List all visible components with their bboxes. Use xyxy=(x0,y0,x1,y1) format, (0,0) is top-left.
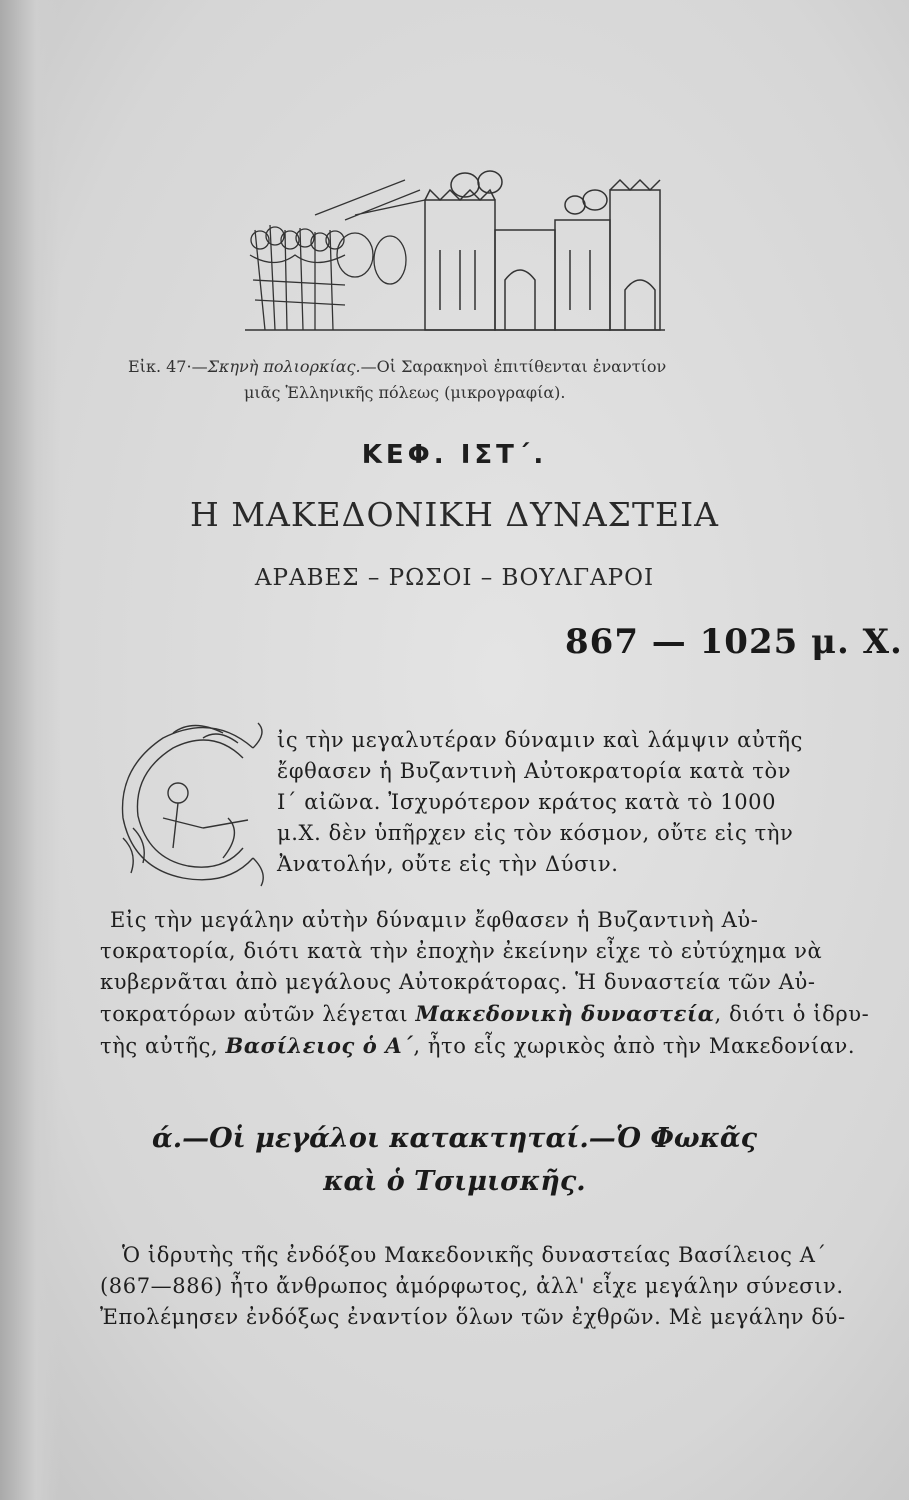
paragraph-2-line: κυβερνᾶται ἀπὸ μεγάλους Αὐτοκράτορας. Ἡ δυναστεία τῶν Αὐ- xyxy=(100,970,816,994)
paragraph-1-line: ἔφθασεν ἡ Βυζαντινὴ Αὐτοκρατορία κατὰ τὸν xyxy=(277,759,792,783)
decorated-initial-icon xyxy=(103,708,273,893)
paragraph-1-line: μ.Χ. δὲν ὑπῆρχεν εἰς τὸν κόσμον, οὔτε εἰς τὴν xyxy=(277,821,794,845)
text-run: , διότι ὁ ἱδρυ- xyxy=(714,1002,870,1026)
caption-prefix: Εἰκ. 47·— xyxy=(128,357,208,376)
text-run: , ἦτο εἷς χωρικὸς ἀπὸ τὴν Μακεδονίαν. xyxy=(413,1034,856,1058)
paragraph-3-line: (867—886) ἦτο ἄνθρωπος ἀμόρφωτος, ἀλλ' εἶχε μεγάλην σύνεσιν. xyxy=(100,1274,844,1298)
paragraph-2-line: τοκρατορία, διότι κατὰ τὴν ἐποχὴν ἐκείνην εἶχε τὸ εὐτύχημα νὰ xyxy=(100,939,823,963)
chapter-title: Η ΜΑΚΕΔΟΝΙΚΗ ΔΥΝΑΣΤΕΙΑ xyxy=(190,495,719,534)
paragraph-2 xyxy=(100,905,870,1062)
section-title-line-2: καὶ ὁ Τσιμισκῆς. xyxy=(323,1166,586,1197)
siege-miniature-illustration xyxy=(215,160,670,340)
paragraph-3 xyxy=(100,1240,846,1333)
paragraph-1 xyxy=(277,725,807,880)
chapter-subtitle: ΑΡΑΒΕΣ – ΡΩΣΟΙ – ΒΟΥΛΓΑΡΟΙ xyxy=(254,565,655,591)
section-title-line-1: ά.—Οἱ μεγάλοι κατακτηταί.—Ὁ Φωκᾶς xyxy=(151,1123,758,1154)
paragraph-2-line: Εἰς τὴν μεγάλην αὐτὴν δύναμιν ἔφθασεν ἡ Βυζαντινὴ Αὐ- xyxy=(110,908,759,932)
text-run: τὴς αὐτῆς, xyxy=(100,1034,226,1058)
paragraph-1-line: Ι΄ αἰῶνα. Ἰσχυρότερον κράτος κατὰ τὸ 1000 xyxy=(277,790,777,814)
text-run: τοκρατόρων αὐτῶν λέγεται xyxy=(100,1002,416,1026)
chapter-dates: 867 — 1025 μ. Χ. xyxy=(565,622,903,662)
paragraph-1-line: ἰς τὴν μεγαλυτέραν δύναμιν καὶ λάμψιν αὐτῆς xyxy=(277,728,803,752)
paragraph-2-line xyxy=(100,998,870,1030)
caption-italic: Σκηνὴ πολιορκίας. xyxy=(207,357,361,376)
page-spine-shadow xyxy=(0,0,60,1500)
paragraph-3-line: Ὁ ἱδρυτὴς τῆς ἐνδόξου Μακεδονικῆς δυναστείας Βασίλειος Α΄ xyxy=(122,1243,827,1267)
paragraph-2-line xyxy=(100,1030,856,1062)
paragraph-1-line: Ἀνατολήν, οὔτε εἰς τὴν Δύσιν. xyxy=(277,852,619,876)
paragraph-3-line: Ἐπολέμησεν ἐνδόξως ἐναντίον ὅλων τῶν ἐχθρῶν. Μὲ μεγάλην δύ- xyxy=(100,1305,846,1329)
chapter-label: ΚΕΦ. ΙΣΤ΄. xyxy=(361,440,548,470)
figure-caption xyxy=(128,354,808,406)
emphasis-founder-name: Βασίλειος ὁ Α΄ xyxy=(225,1033,414,1058)
emphasis-dynasty-name: Μακεδονικὴ δυναστεία xyxy=(415,1001,715,1026)
caption-rest: —Οἱ Σαρακηνοὶ ἐπιτίθενται ἐναντίον xyxy=(360,357,667,376)
caption-line-2: μιᾶς Ἑλληνικῆς πόλεως (μικρογραφία). xyxy=(244,383,566,402)
